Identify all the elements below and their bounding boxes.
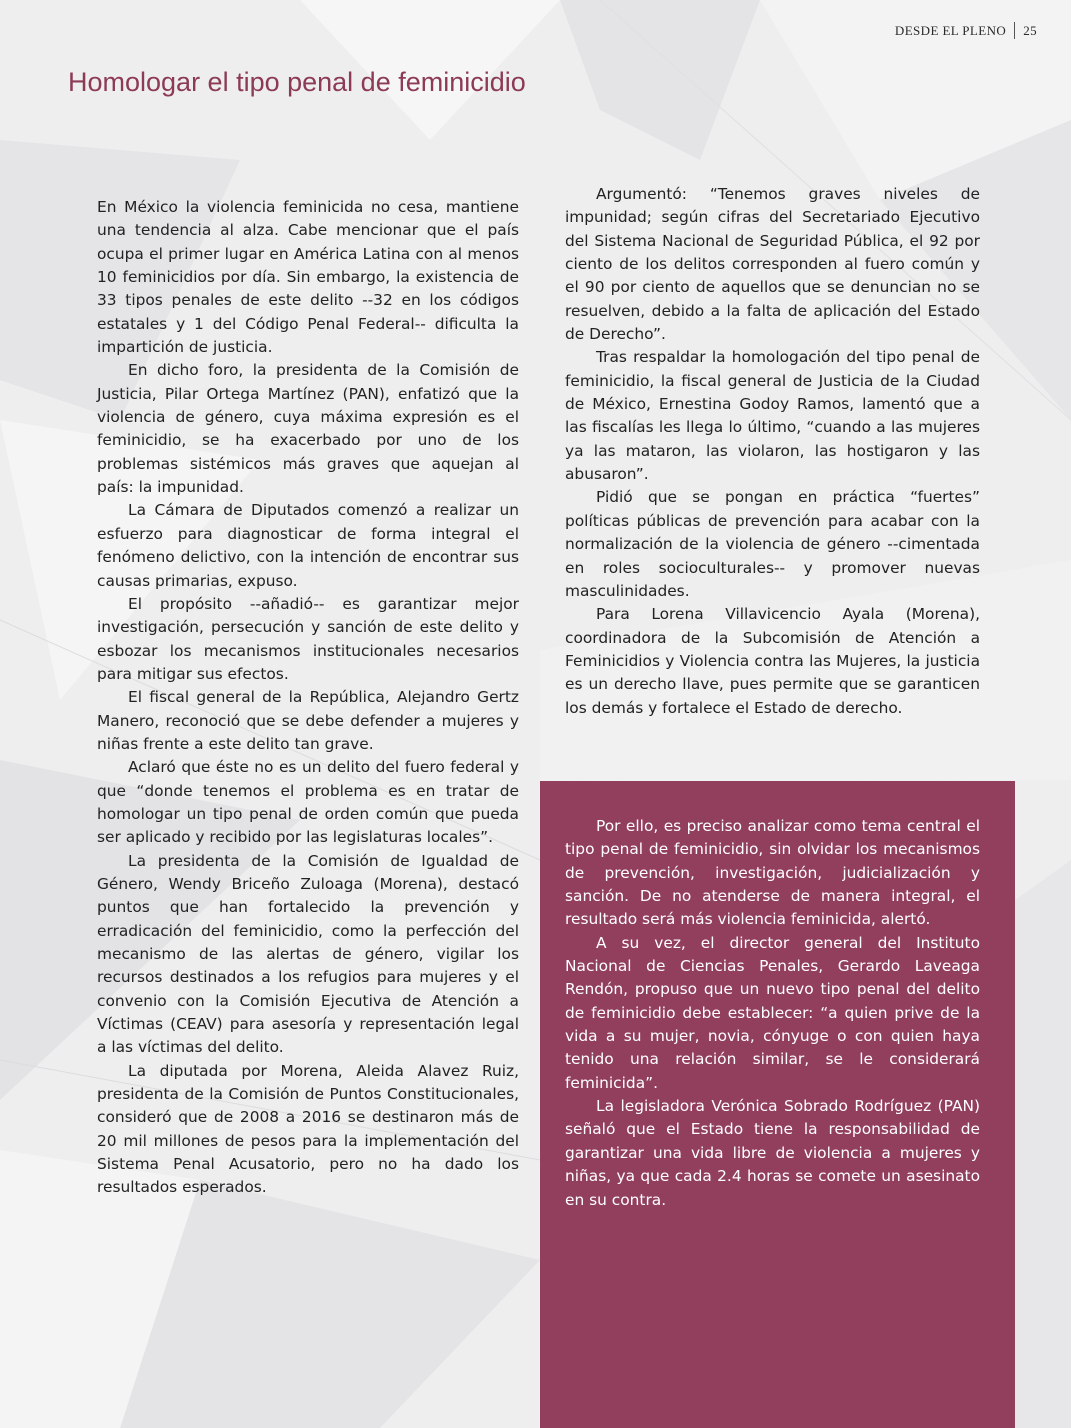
paragraph: Argumentó: “Tenemos graves niveles de impunidad; según cifras del Secretariado Ejecutivo del Sistema Nacional de Seguridad Pública, el 92 por ciento de los delitos corresponden al fuero común y el 90 por ciento de aquellos que se denuncian no se resuelven, debido a la falta de aplicación del Estado de Derecho”. — [565, 185, 980, 344]
paragraph: Tras respaldar la homologación del tipo penal de feminicidio, la fiscal general de Justicia de la Ciudad de México, Ernestina Godoy Ramos, lamentó que a las fiscalías les llega lo último, “cuando a las mujeres ya las mataron, las violaron, las hostigaron y las abusaron”. — [565, 348, 980, 484]
article-title: Homologar el tipo penal de feminicidio — [68, 67, 526, 97]
paragraph: Por ello, es preciso analizar como tema central el tipo penal de feminicidio, sin olvidar los mecanismos de prevención, investigación, judicialización y sanción. De no atenderse de manera integral, el resultado será más violencia feminicida, alertó. — [565, 817, 980, 929]
paragraph: El propósito --añadió-- es garantizar mejor investigación, persecución y sanción de este delito y esbozar los mecanismos institucionales necesarios para mitigar sus efectos. — [97, 594, 519, 683]
header-divider — [1014, 22, 1015, 39]
section-name: DESDE EL PLENO — [894, 22, 1007, 38]
paragraph: La legisladora Verónica Sobrado Rodríguez (PAN) señaló que el Estado tiene la responsabilidad de garantizar una vida libre de violencia a mujeres y niñas, ya que cada 2.4 horas se comete un asesinato en su contra. — [565, 1097, 980, 1209]
paragraph: El fiscal general de la República, Alejandro Gertz Manero, reconoció que se debe defender a mujeres y niñas frente a este delito tan grave. — [97, 688, 519, 753]
paragraph: Aclaró que éste no es un delito del fuero federal y que “donde tenemos el problema es en tratar de homologar un tipo penal de orden común que pueda ser aplicado y recibido por las legislaturas locales”. — [97, 758, 519, 847]
paragraph: Para Lorena Villavicencio Ayala (Morena), coordinadora de la Subcomisión de Atención a Feminicidios y Violencia contra las Mujeres, la justicia es un derecho llave, pues permite que se garanticen los demás y fortalece el Estado de derecho. — [565, 605, 980, 717]
paragraph: La Cámara de Diputados comenzó a realizar un esfuerzo para diagnosticar de forma integral el fenómeno delictivo, con la intención de encontrar sus causas primarias, expuso. — [97, 501, 519, 590]
left-column — [97, 196, 519, 1200]
highlight-box-text — [565, 815, 980, 1212]
paragraph: La presidenta de la Comisión de Igualdad de Género, Wendy Briceño Zuloaga (Morena), destacó puntos que han fortalecido la prevención y erradicación del feminicidio, como la perfección del mecanismo de las alertas de género, vigilar los recursos destinados a los refugios para mujeres y el convenio con la Comisión Ejecutiva de Atención a Víctimas (CEAV) para asesoría y representación legal a las víctimas del delito. — [97, 851, 519, 1057]
paragraph: A su vez, el director general del Instituto Nacional de Ciencias Penales, Gerardo Laveaga Rendón, propuso que un nuevo tipo penal del delito de feminicidio debe establecer: “a quien prive de la vida a su mujer, novia, cónyuge o con quien haya tenido una relación similar, se le considerará feminicida”. — [565, 933, 980, 1092]
paragraph: Pidió que se pongan en práctica “fuertes” políticas públicas de prevención para acabar con la normalización de la violencia de género --cimentada en roles socioculturales-- y promover nuevas masculinidades. — [565, 488, 980, 600]
paragraph: La diputada por Morena, Aleida Alavez Ruiz, presidenta de la Comisión de Puntos Constitucionales, consideró que de 2008 a 2016 se destinaron más de 20 mil millones de pesos para la implementación del Sistema Penal Acusatorio, pero no ha dado los resultados esperados. — [97, 1061, 519, 1197]
running-header — [895, 22, 1037, 39]
page-number: 25 — [1023, 22, 1037, 38]
paragraph: En México la violencia feminicida no cesa, mantiene una tendencia al alza. Cabe mencionar que el país ocupa el primer lugar en América Latina con al menos 10 feminicidios por día. Sin embargo, la existencia de 33 tipos penales de este delito --32 en los códigos estatales y 1 del Código Penal Federal-- dificulta la impartición de justicia. — [97, 198, 519, 357]
paragraph: En dicho foro, la presidenta de la Comisión de Justicia, Pilar Ortega Martínez (PAN), enfatizó que la violencia de género, cuya máxima expresión es el feminicidio, se ha exacerbado por uno de los problemas sistémicos más graves que aquejan al país: la impunidad. — [97, 361, 519, 497]
right-column — [565, 183, 980, 720]
